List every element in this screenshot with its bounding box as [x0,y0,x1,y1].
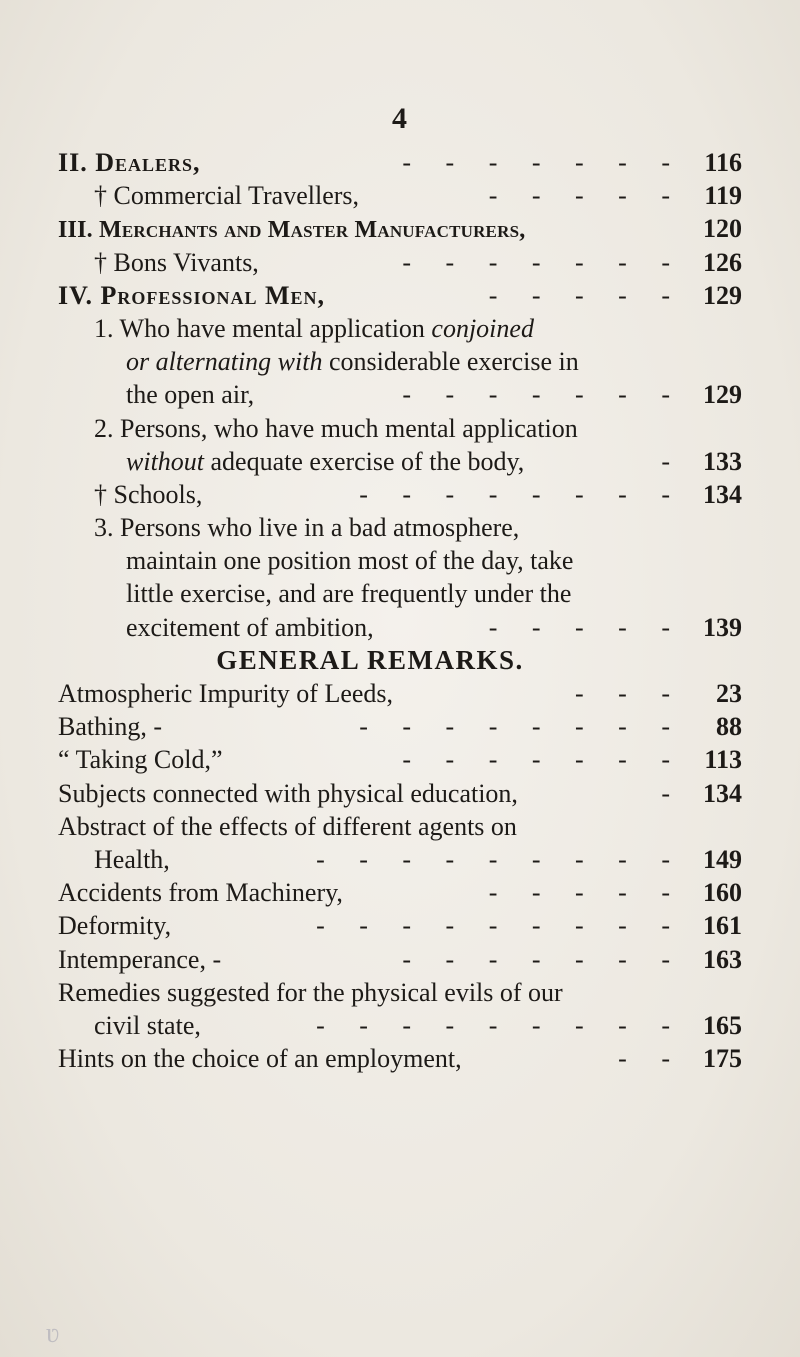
entry-emphasis: or alternating with [126,347,323,377]
entry-label: III. Merchants and Master Manufacturers, [58,217,526,244]
entry-label: Hints on the choice of an employment, [58,1044,462,1074]
entry-label: “ Taking Cold,” [58,745,223,775]
leader-dots: - - - - - [488,181,684,211]
leader-dots: - [661,778,684,808]
entry-text: considerable exercise in [322,347,579,377]
leader-dots: - - - [575,679,684,708]
leader-dots: - - - - - - - [402,745,684,775]
toc-entry-deformity [58,909,742,942]
page-ref: 133 [703,446,742,476]
entry-label: little exercise, and are frequently under the [126,579,572,609]
leader-dots: - - - - - - - [402,380,684,410]
page-ref: 165 [703,1010,742,1040]
entry-label: Subjects connected with physical education, [58,778,518,808]
leader-dots: - - - - - - - - [359,479,684,509]
entry-label: Deformity, [58,911,172,941]
entry-label: civil state, [94,1010,201,1040]
page-ref: 149 [703,844,742,874]
toc-entry-abstract-line1 [58,810,742,843]
entry-label: 2. Persons, who have much mental application [94,413,578,443]
page-number: 4 [392,102,408,135]
entry-text: 1. Who have mental application [94,313,432,343]
toc-entry-atmospheric-impurity [58,677,742,710]
page-ref: 163 [703,944,742,974]
leader-dots: - - - - - - - - - [316,911,684,941]
toc-entry-remedies-line2 [58,1009,742,1042]
toc-entry-item2-line2 [58,445,742,478]
page-ref: 160 [703,878,742,908]
entry-label: Remedies suggested for the physical evils of our [58,977,563,1007]
toc-entry-item3-line4 [58,611,742,644]
page-ref: 134 [703,479,742,509]
toc-entry-abstract-line2 [58,843,742,876]
page-ref: 134 [703,778,742,808]
toc-entry-physical-education [58,777,742,810]
toc-entry-item1-line2 [58,345,742,378]
entry-label: Health, [94,844,170,874]
leader-dots: - - - - - - - [402,148,684,177]
toc-entry-item1-line3 [58,378,742,411]
page-ref: 139 [703,612,742,642]
page-ref: 129 [703,280,742,310]
entry-label: IV. Professional Men, [58,280,326,310]
entry-emphasis: without [126,446,205,476]
page-ref: 120 [703,214,742,244]
table-of-contents [58,146,742,1075]
entry-label: Accidents from Machinery, [58,878,343,908]
toc-entry-accidents [58,876,742,909]
toc-entry-item1-line1 [58,312,742,345]
toc-entry-bons-vivants [58,246,742,279]
toc-entry-item3-line2 [58,544,742,577]
toc-entry-intemperance [58,943,742,976]
leader-dots: - - - - - - - [402,247,684,277]
entry-label: 3. Persons who live in a bad atmosphere, [94,513,520,543]
toc-entry-taking-cold [58,743,742,776]
entry-label: Bathing, - [58,712,162,742]
leader-dots: - - - - - - - - - [316,844,684,874]
section-heading: GENERAL REMARKS. [216,644,524,675]
page-ref: 116 [704,148,742,177]
leader-dots: - - - - - [488,280,684,310]
toc-entry-merchants [58,212,742,245]
page-ref: 129 [703,380,742,410]
entry-emphasis: conjoined [431,313,534,343]
entry-label: maintain one position most of the day, take [126,546,574,576]
entry-label: excitement of ambition, [126,612,374,642]
toc-entry-dealers [58,146,742,179]
toc-entry-remedies-line1 [58,976,742,1009]
entry-label: Abstract of the effects of different agents on [58,811,517,841]
page-ref: 113 [704,745,742,775]
entry-label: † Schools, [94,479,203,509]
leader-dots: - - [618,1044,684,1074]
entry-label: the open air, [126,380,255,410]
leader-dots: - - - - - [488,878,684,908]
leader-dots: - [661,446,684,476]
toc-entry-item3-line1 [58,511,742,544]
entry-label: Intemperance, - [58,944,222,974]
leader-dots: - - - - - [488,612,684,642]
leader-dots: - - - - - - - - - [316,1010,684,1040]
entry-label: Atmospheric Impurity of Leeds, [58,679,394,708]
page-ref: 161 [703,911,742,941]
toc-entry-professional-men [58,279,742,312]
entry-text: adequate exercise of the body, [204,446,525,476]
entry-label: † Commercial Travellers, [94,181,360,211]
entry-label: II. Dealers, [58,148,201,177]
toc-entry-item3-line3 [58,577,742,610]
toc-entry-item2-line1 [58,412,742,445]
toc-entry-bathing [58,710,742,743]
toc-entry-hints [58,1042,742,1075]
leader-dots: - - - - - - - - [359,712,684,742]
page-ref: 175 [703,1044,742,1074]
ink-stain-mark: ʋ [46,1318,60,1349]
page-ref: 23 [716,679,742,708]
page-ref: 88 [716,712,742,742]
page-ref: 119 [704,181,742,211]
page-ref: 126 [703,247,742,277]
toc-entry-schools [58,478,742,511]
leader-dots: - - - - - - - [402,944,684,974]
entry-label: † Bons Vivants, [94,247,259,277]
toc-entry-travellers [58,179,742,212]
